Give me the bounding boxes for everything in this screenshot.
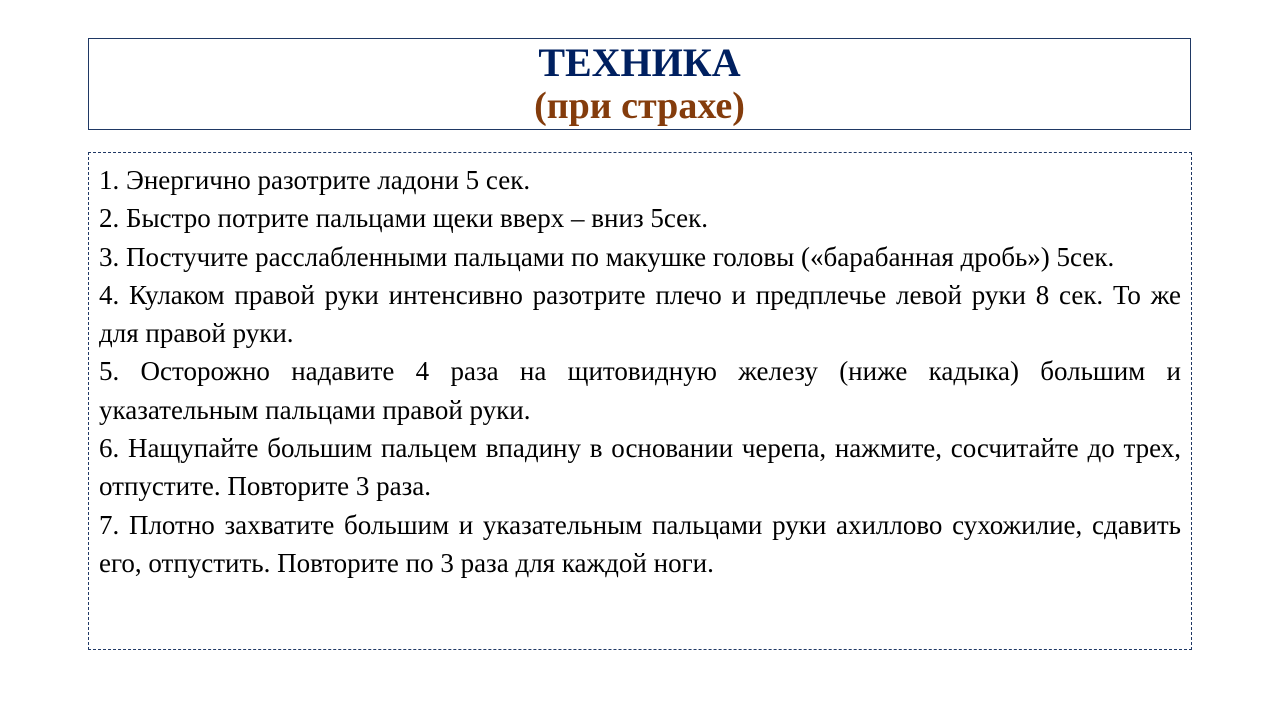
page-subtitle: (при страхе)	[534, 85, 745, 127]
step-item-4: 4. Кулаком правой руки интенсивно разотрите плечо и предплечье левой руки 8 сек. То же для правой руки.	[99, 279, 1181, 349]
step-item-6: 6. Нащупайте большим пальцем впадину в основании черепа, нажмите, сосчитайте до трех, отпустите. Повторите 3 раза.	[99, 433, 1181, 502]
step-item-3: 3. Постучите расслабленными пальцами по макушке головы («барабанная дробь») 5сек.	[99, 241, 1115, 272]
step-item-5: 5. Осторожно надавите 4 раза на щитовидную железу (ниже кадыка) большим и указательным пальцами правой руки.	[99, 356, 1181, 425]
steps-box	[88, 152, 1192, 650]
step-item-7: 7. Плотно захватите большим и указательным пальцами руки ахиллово сухожилие, сдавить его, отпустить. Повторите по 3 раза для каждой ноги.	[99, 509, 1181, 578]
page-title: ТЕХНИКА	[538, 40, 741, 85]
title-box	[88, 38, 1191, 130]
step-item-2: 2. Быстро потрите пальцами щеки вверх – вниз 5сек.	[99, 203, 709, 234]
step-item-1: 1. Энергично разотрите ладони 5 сек.	[99, 165, 531, 195]
steps-list	[99, 161, 1181, 582]
